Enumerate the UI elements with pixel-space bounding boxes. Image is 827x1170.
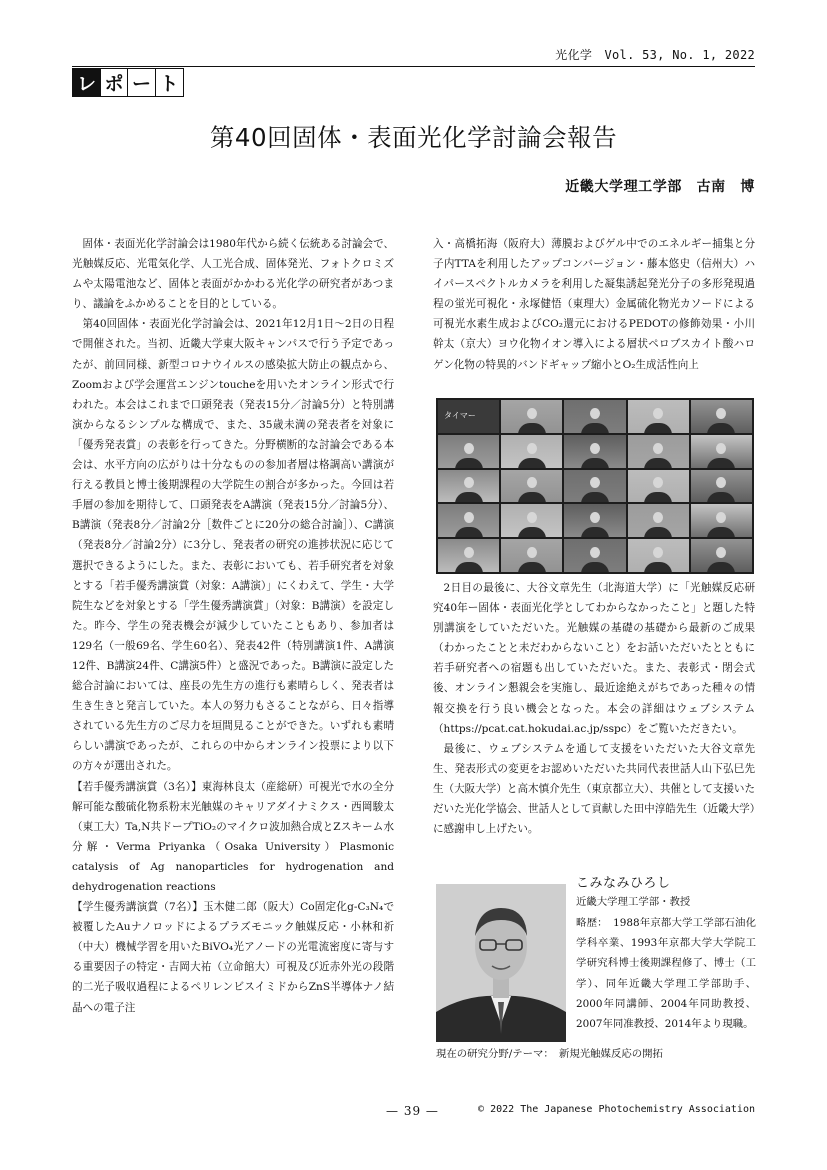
participant-tile [564,504,625,537]
article-author: 近畿大学理工学部 古南 博 [565,179,755,195]
paragraph: 【学生優秀講演賞（7名）】玉木健二郎（阪大）Co固定化g-C₃N₄で被覆したAuナノロッドによるプラズモニック触媒反応・小林和祈（中大）機械学習を用いたBiVO₄光アノードの光電流密度に寄与する重要因子の特定・吉岡大祐（立命館大）可視及び近赤外光の段階的二光子吸収過程によるペリレンビスイミドからZnS半導体ナノ結晶への電子注 [72,901,394,1014]
paragraph: 2日目の最後に、大谷文章先生（北海道大学）に「光触媒反応研究40年ー固体・表面光化学としてわからなかったこと」と題した特別講演をしていただいた。光触媒の基礎の基礎から最新のご成果（わかったことと未だわからないこと）をお話いただいたとともに若手研究者への宿題も出していただいた。また、表彰式・閉会式後、オンライン懇親会を実施し、最近途絶えがちであった種々の情報交換を行う良い機会となった。本会の詳細はウェブシステム（https://pcat.cat.hokudai.ac.jp/sspc）をご覧いただきたい。 [433,582,755,735]
participant-tile [438,539,499,572]
bio-history: 略歴： 1988年京都大学工学部石油化学科卒業、1993年京都大学大学院工学研究科博士後期課程修了、博士（工学）、同年近畿大学理工学部助手、2000年同講師、2004年同助教授、2007年同准教授、2014年より現職。 [576,917,756,1031]
bio-research-field: 現在の研究分野/テーマ： 新規光触媒反応の開拓 [436,1048,663,1060]
participant-tile [691,539,752,572]
participant-head [527,512,537,523]
section-tag-char: レ [72,68,101,97]
participant-tile [628,400,689,433]
participant-tile [691,470,752,503]
participant-tile [691,435,752,468]
paragraph: 固体・表面光化学討論会は1980年代から続く伝統ある討論会で、光触媒反応、光電気化学、人工光合成、固体発光、フォトクロミズムや太陽電池など、固体と表面がかかわる光化学の研究者があつまり、議論をふかめることを目的としている。 [72,238,394,311]
participant-tile [628,539,689,572]
section-tag-char: ト [155,68,184,97]
participant-body [455,492,483,502]
participant-tile [501,400,562,433]
participant-tile [438,470,499,503]
right-column-top [433,234,755,375]
participant-head [464,443,474,454]
participant-tile [628,504,689,537]
participant-head [653,408,663,419]
participant-head [590,547,600,558]
participant-tile [691,400,752,433]
timer-label: タイマー [444,411,476,420]
paragraph: 【若手優秀講演賞（3名）】東海林良太（産総研）可視光で水の全分解可能な酸硫化物系粉末光触媒のキャリアダイナミクス・西岡駿太（東工大）Ta,N共ドープTiO₂のマイクロ波加熱合成とZスキーム水分解・Verma Priyanka（Osaka University）Plasmonic catalysis of Ag nanoparticles for hydrogenation and dehydrogenation reactions [72,780,394,893]
participant-head [590,443,600,454]
participant-tile [628,470,689,503]
participant-tile [438,504,499,537]
paragraph: 第40回固体・表面光化学討論会は、2021年12月1日〜2日の日程で開催された。当初、近畿大学東大阪キャンパスで行う予定であったが、前回同様、新型コロナウイルスの感染拡大防止の観点から、Zoomおよび学会運営エンジンtoucheを用いたオンライン形式で行われた。本会はこれまで口頭発表（発表15分／討論5分）と特別講演からなるシンプルな構成で、また、35歳未満の発表者を対象に「優秀発表賞」の表彰を行ってきた。分野横断的な討論会である本会は、水平方向の広がりは十分なものの参加者層は格調高い講演が行える教員と博士後期課程の大学院生の割合が多かった。今回は若手層の参加を期待して、口頭発表をA講演（発表15分／討論5分）、B講演（発表8分／討論2分［数件ごとに20分の総合討論］）、C講演（発表8分／討論2分）に3分し、発表者の研究の進捗状況に応じて選択できるようにした。また、表彰においても、若手研究者を対象とする「若手優秀講演賞（対象：A講演）」にくわえて、学生・大学院生などを対象とする「学生優秀講演賞」（対象：B講演）を設定した。昨今、学生の発表機会が減少していたこともあり、参加者は129名（一般69名、学生60名）、発表42件（特別講演1件、A講演12件、B講演24件、C講演5件）と盛況であった。B講演に設定した総合討論においては、座長の先生方の進行も素晴らしく、発表者は生き生きと発言していた。本人の努力もさることながら、日々指導されている先生方のご尽力を垣間見ることができた。いずれも素晴らしい講演であったが、これらの中からオンライン投票により以下の方々が選出された。 [72,318,394,773]
section-tag [72,68,182,97]
header-rule [72,66,755,67]
participant-body [455,527,483,537]
participant-head [590,408,600,419]
article-title: 第40回固体・表面光化学討論会報告 [209,123,618,152]
participant-tile [438,400,499,433]
participant-tile [564,400,625,433]
paragraph: 最後に、ウェブシステムを通して支援をいただいた大谷文章先生、発表形式の変更をお認めいただいた共同代表世話人山下弘巳先生（大阪大学）と高木慎介先生（東京都立大）、共催として支援いただいた光化学協会、世話人として貢献した田中淳皓先生（近畿大学）に感謝申し上げたい。 [433,742,755,836]
participant-tile [564,435,625,468]
participant-tile [438,435,499,468]
participant-tile [564,470,625,503]
portrait-image [436,884,566,1042]
section-tag-char: ポ [100,68,129,97]
participant-head [653,443,663,454]
participant-tile [691,504,752,537]
participant-body [581,492,609,502]
participant-head [464,512,474,523]
page-number: — 39 — [386,1104,439,1118]
participant-tile [501,539,562,572]
participant-head [527,547,537,558]
participant-head [464,477,474,488]
journal-citation: 光化学 Vol. 53, No. 1, 2022 [555,48,755,62]
participant-tile [501,504,562,537]
paragraph: 入・高橋拓海（阪府大）薄膜およびゲル中でのエネルギー捕集と分子内TTAを利用したアップコンバージョン・藤本悠史（信州大）ハイパースペクトルカメラを利用した凝集誘起発光分子の多形発現過程の蛍光可視化・永塚健悟（東理大）金属硫化物光カソードによる可視光水素生成およびCO₂還元におけるPEDOTの修飾効果・小川幹太（京大）ヨウ化物イオン導入による層状ペロブスカイト酸ハロゲン化物の特異的バンドギャップ縮小とO₂生成活性向上 [433,238,755,371]
participant-tile [564,539,625,572]
bio-affiliation: 近畿大学理工学部・教授 [576,896,691,908]
participant-tile [501,470,562,503]
left-column [72,234,394,1018]
online-meeting-photo [436,398,754,574]
participant-head [527,443,537,454]
participant-head [464,547,474,558]
participant-tile [501,435,562,468]
copyright: © 2022 The Japanese Photochemistry Association [478,1104,755,1115]
participant-tile [628,435,689,468]
participant-body [518,492,546,502]
bio-name: こみなみひろし [576,876,671,891]
participant-head [527,408,537,419]
section-tag-char: ー [127,68,156,97]
right-column-bottom [433,578,755,839]
author-portrait [436,884,566,1042]
